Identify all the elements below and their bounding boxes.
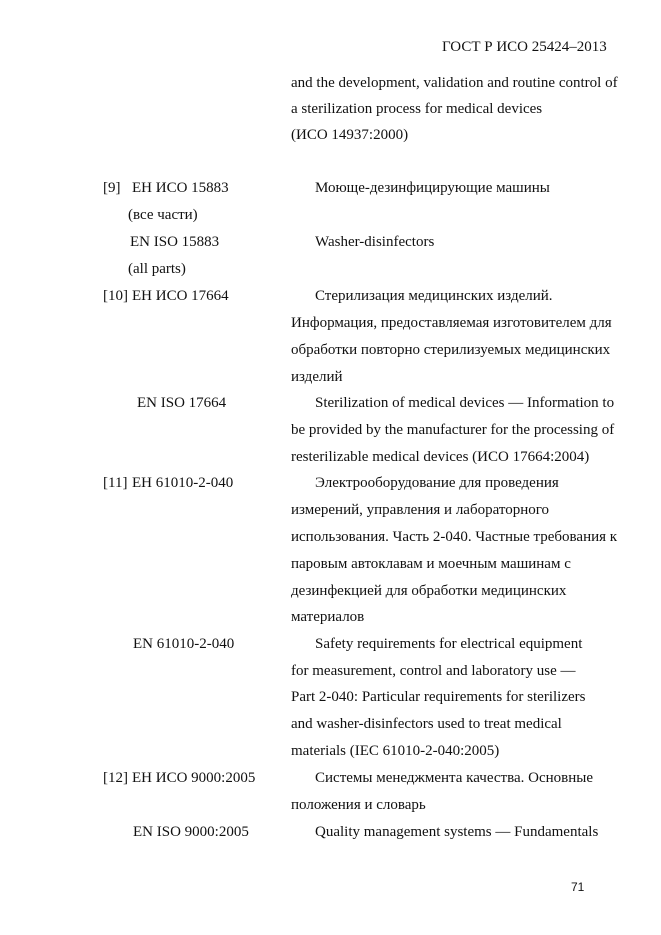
title-ru-line: Электрооборудование для проведения [315, 475, 559, 491]
title-ru-line: Информация, предоставляемая изготовителем для [291, 315, 612, 331]
ref-ru: ЕН 61010-2-040 [132, 475, 234, 491]
page-number: 71 [571, 880, 585, 894]
entry-number: [12] [103, 770, 128, 786]
title-en-line: materials (IEC 61010-2-040:2005) [291, 743, 500, 759]
title-ru-line: Моюще-дезинфицирующие машины [315, 180, 550, 196]
title-ru-line: материалов [291, 609, 365, 625]
ref-ru-note: (все части) [128, 207, 198, 223]
title-ru-line: изделий [291, 369, 343, 385]
ref-ru: ЕН ИСО 9000:2005 [132, 770, 256, 786]
title-en-line: Quality management systems — Fundamentals [315, 824, 599, 840]
title-ru-line: измерений, управления и лабораторного [291, 502, 550, 518]
document-code: ГОСТ Р ИСО 25424–2013 [442, 39, 607, 55]
ref-en: EN 61010-2-040 [133, 636, 235, 652]
title-en-line: for measurement, control and laboratory use — [291, 663, 576, 679]
ref-en: EN ISO 9000:2005 [133, 824, 249, 840]
entry-number: [10] [103, 288, 128, 304]
title-en-line: and washer-disinfectors used to treat medical [291, 716, 562, 732]
title-ru-line: Системы менеджмента качества. Основные [315, 770, 593, 786]
ref-ru: ЕН ИСО 17664 [132, 288, 229, 304]
continuation-line: (ИСО 14937:2000) [291, 127, 409, 143]
ref-en-note: (all parts) [128, 261, 186, 277]
title-ru-line: Стерилизация медицинских изделий. [315, 288, 553, 304]
continuation-line: a sterilization process for medical devices [291, 101, 543, 117]
title-en-line: Washer-disinfectors [315, 234, 435, 250]
title-en-line: Sterilization of medical devices — Information to [315, 395, 615, 411]
title-ru-line: использования. Часть 2-040. Частные требования к [291, 529, 618, 545]
continuation-line: and the development, validation and routine control of [291, 75, 618, 91]
title-ru-line: паровым автоклавам и моечным машинам с [291, 556, 571, 572]
title-en-line: be provided by the manufacturer for the processing of [291, 422, 615, 438]
title-ru-line: положения и словарь [291, 797, 426, 813]
ref-en: EN ISO 17664 [137, 395, 227, 411]
title-en-line: Part 2-040: Particular requirements for sterilizers [291, 689, 586, 705]
title-en-line: resterilizable medical devices (ИСО 17664:2004) [291, 449, 590, 465]
entry-number: [11] [103, 475, 128, 491]
entry-number: [9] [103, 180, 121, 196]
title-en-line: Safety requirements for electrical equipment [315, 636, 583, 652]
ref-ru: ЕН ИСО 15883 [132, 180, 229, 196]
ref-en: EN ISO 15883 [130, 234, 220, 250]
title-ru-line: обработки повторно стерилизуемых медицинских [291, 342, 611, 358]
title-ru-line: дезинфекцией для обработки медицинских [291, 583, 567, 599]
